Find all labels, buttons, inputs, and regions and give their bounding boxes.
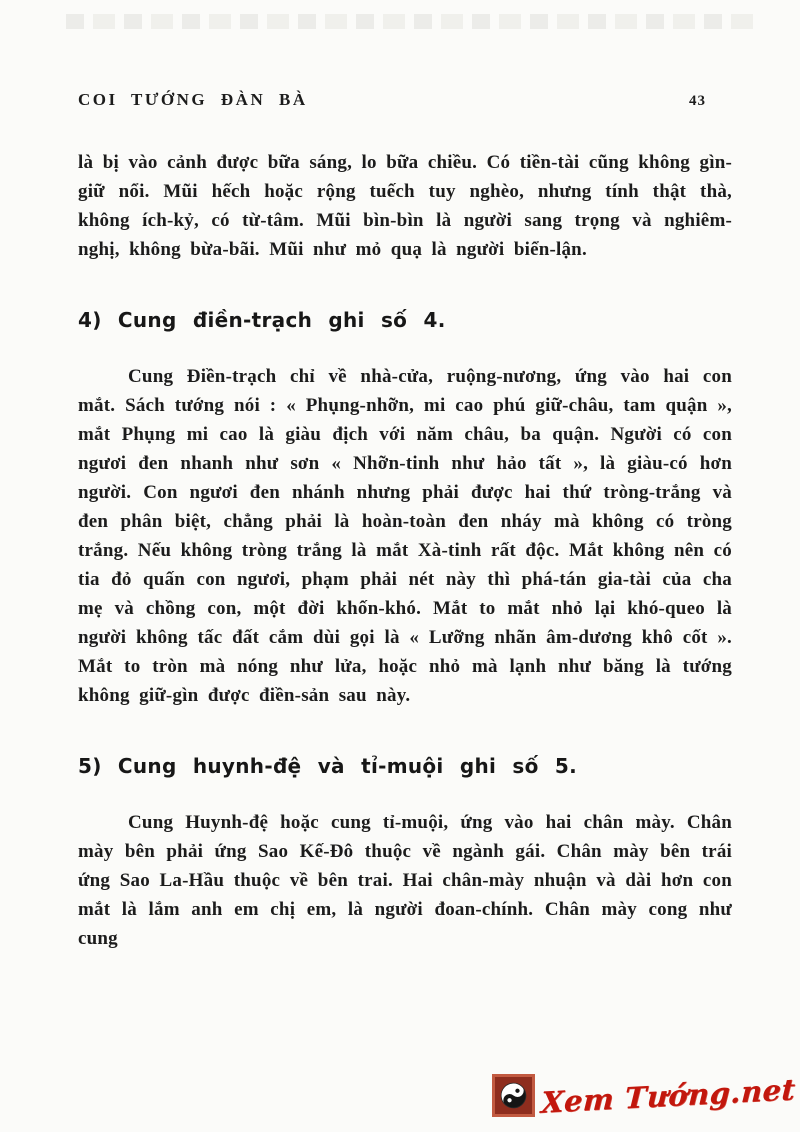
section-heading-cung-huynh-de: 5) Cung huynh-đệ và tỉ-muội ghi số 5. xyxy=(78,754,578,778)
watermark-xemtuong xyxy=(492,1071,797,1120)
paragraph-huynh-de-eyebrows: Cung Huynh-đệ hoặc cung tỉ-muội, ứng vào hai chân mày. Chân mày bên phải ứng Sao Kế-Đô thuộc về ngành gái. Chân mày bên trái ứng Sao La-Hầu thuộc về bên trai. Hai chân-mày nhuận và dài hơn con mắt là lắm anh em chị em, là người đoan-chính. Chân mày cong như cung xyxy=(78,812,732,949)
scan-artifact-strip xyxy=(66,14,754,29)
running-title: COI TƯỚNG ĐÀN BÀ xyxy=(78,90,308,109)
section-heading-cung-dien-trach: 4) Cung điền-trạch ghi số 4. xyxy=(78,308,446,332)
yin-yang-icon xyxy=(492,1074,535,1117)
paragraph-dien-trach-eyes: Cung Điền-trạch chỉ về nhà-cửa, ruộng-nương, ứng vào hai con mắt. Sách tướng nói : « Phụng-nhỡn, mi cao phú giữ-châu, tam quận », mắt Phụng mi cao là giàu địch với năm châu, ba quận. Người có con ngươi đen nhanh như sơn « Nhỡn-tinh như hảo tất », là giàu-có hơn người. Con ngươi đen nhánh nhưng phải được hai thứ tròng-trắng và đen phân biệt, chẳng phải là hoàn-toàn đen nháy mà không có tròng trắng. Nếu không tròng trắng là mắt Xà-tinh rất độc. Mắt không nên có tia đỏ quấn con ngươi, phạm phải nét này thì phá-tán gia-tài của cha mẹ và chồng con, một đời khốn-khó. Mắt to mắt nhỏ lại khó-queo là người không tấc đất cắm dùi gọi là « Lưỡng nhãn âm-dương khô cốt ». Mắt to tròn mà nóng như lửa, hoặc nhỏ mà lạnh như băng là tướng không giữ-gìn được điền-sản sau này. xyxy=(78,366,732,706)
page-number: 43 xyxy=(689,93,706,109)
paragraph-nose-physiognomy: là bị vào cảnh được bữa sáng, lo bữa chiều. Có tiền-tài cũng không gìn-giữ nổi. Mũi hếch hoặc rộng tuếch tuy nghèo, nhưng tính thật thà, không ích-kỷ, có từ-tâm. Mũi bìn-bìn là người sang trọng và nghiêm-nghị, không bừa-bãi. Mũi như mỏ quạ là người biển-lận. xyxy=(78,152,732,260)
watermark-text: Xem Tướng.net xyxy=(540,1071,797,1120)
